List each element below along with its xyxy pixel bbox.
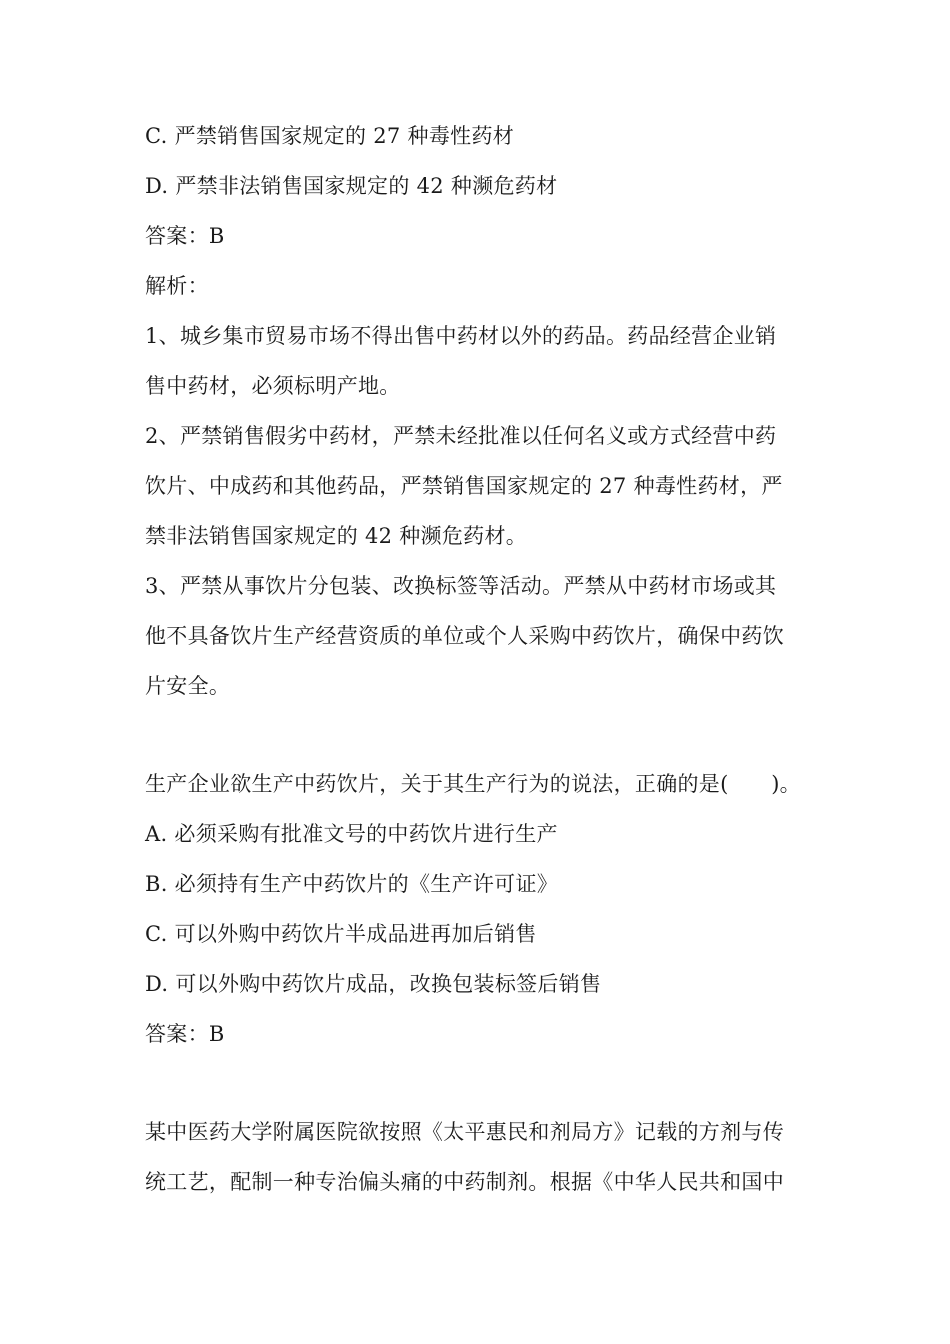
option-d-text: D. 严禁非法销售国家规定的 42 种濒危药材	[145, 174, 558, 198]
question-stem: 生产企业欲生产中药饮片，关于其生产行为的说法，正确的是( )。	[145, 772, 801, 796]
answer-text: 答案：B	[145, 1022, 225, 1046]
option-d-text: D. 可以外购中药饮片成品，改换包装标签后销售	[145, 972, 602, 996]
analysis-line: 禁非法销售国家规定的 42 种濒危药材。	[145, 524, 528, 548]
option-c-text: C. 严禁销售国家规定的 27 种毒性药材	[145, 124, 515, 148]
answer-text: 答案：B	[145, 224, 225, 248]
analysis-line: 3、严禁从事饮片分包装、改换标签等活动。严禁从中药材市场或其	[145, 574, 777, 598]
analysis-label: 解析：	[145, 274, 209, 298]
analysis-line: 片安全。	[145, 674, 231, 698]
question-stem-line: 某中医药大学附属医院欲按照《太平惠民和剂局方》记载的方剂与传	[145, 1120, 784, 1144]
analysis-line: 饮片、中成药和其他药品，严禁销售国家规定的 27 种毒性药材，严	[145, 474, 783, 498]
analysis-line: 1、城乡集市贸易市场不得出售中药材以外的药品。药品经营企业销	[145, 324, 777, 348]
option-a-text: A. 必须采购有批准文号的中药饮片进行生产	[145, 822, 558, 846]
option-c-text: C. 可以外购中药饮片半成品进再加后销售	[145, 922, 537, 946]
option-b-text: B. 必须持有生产中药饮片的《生产许可证》	[145, 872, 559, 896]
analysis-line: 他不具备饮片生产经营资质的单位或个人采购中药饮片，确保中药饮	[145, 624, 784, 648]
analysis-line: 售中药材，必须标明产地。	[145, 374, 401, 398]
analysis-line: 2、严禁销售假劣中药材，严禁未经批准以任何名义或方式经营中药	[145, 424, 777, 448]
question-stem-line: 统工艺，配制一种专治偏头痛的中药制剂。根据《中华人民共和国中	[145, 1170, 784, 1194]
